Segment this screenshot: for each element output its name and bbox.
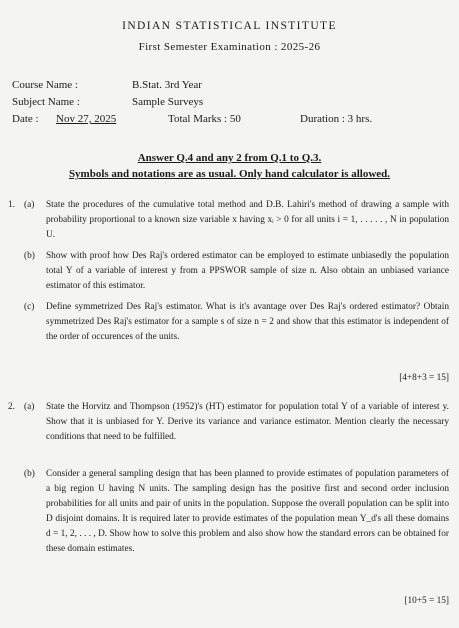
question-1-number: 1. xyxy=(8,200,15,210)
instruction-answer: Answer Q.4 and any 2 from Q.1 to Q.3. xyxy=(137,152,322,164)
exam-title: First Semester Examination : 2025-26 xyxy=(138,41,321,53)
question-2b-label: (b) xyxy=(24,469,35,479)
question-2-marks: [10+5 = 15] xyxy=(404,596,449,606)
total-marks: Total Marks : 50 xyxy=(168,113,241,125)
subject-label: Subject Name : xyxy=(12,96,80,108)
question-1c-label: (c) xyxy=(24,302,35,312)
course-value: B.Stat. 3rd Year xyxy=(132,79,202,91)
duration: Duration : 3 hrs. xyxy=(300,113,373,125)
institute-name: INDIAN STATISTICAL INSTITUTE xyxy=(122,20,337,32)
question-1-marks: [4+8+3 = 15] xyxy=(399,373,449,383)
question-2a-label: (a) xyxy=(24,402,35,412)
instruction-notation: Symbols and notations are as usual. Only hand calculator is allowed. xyxy=(68,168,391,180)
date-label: Date : xyxy=(12,113,39,125)
question-1b-label: (b) xyxy=(24,251,35,261)
question-2a-text: State the Horvitz and Thompson (1952)'s (HT) estimator for population total Y of a variable of interest y. Show that it is unbiased for Y. Derive its variance and variance estimator. Mention clearly the necessary conditions that need to be fulfilled. xyxy=(46,402,449,442)
subject-value: Sample Surveys xyxy=(132,96,204,108)
question-1c-text: Define symmetrized Des Raj's estimator. What is it's avantage over Des Raj's ordered estimator? Obtain symmetrized Des Raj's estimator for a sample s of size n = 2 and show that this estimator is independent of the order of occurences of the units. xyxy=(46,302,449,342)
question-1b-text: Show with proof how Des Raj's ordered estimator can be employed to estimate unbiasedly the population total Y of a variable of interest y from a PPSWOR sample of size n. Also obtain an unbiased variance estimator of this estimator. xyxy=(46,251,449,291)
course-label: Course Name : xyxy=(12,79,78,91)
question-1a-label: (a) xyxy=(24,200,35,210)
question-2b-text: Consider a general sampling design that has been planned to provide estimates of population parameters of a big region U having N units. The sampling design has the positive first and second order inclusion probabilities for all units and pair of units in the population. Suppose the overall population can be split into D disjoint domains. It is required later to provide estimates of the population mean Y_d's all these domains d = 1, 2, . . . , D. Show how to solve this problem and also show how the standard errors can be obtained for these domain estimates. xyxy=(46,469,449,554)
question-1a-text: State the procedures of the cumulative total method and D.B. Lahiri's method of drawing a sample with probability proportional to a known size variable x having xᵢ > 0 for all units i = 1, . . . . . , N in population U. xyxy=(46,200,449,240)
date-value: Nov 27, 2025 xyxy=(56,113,117,125)
question-2-number: 2. xyxy=(8,402,15,412)
